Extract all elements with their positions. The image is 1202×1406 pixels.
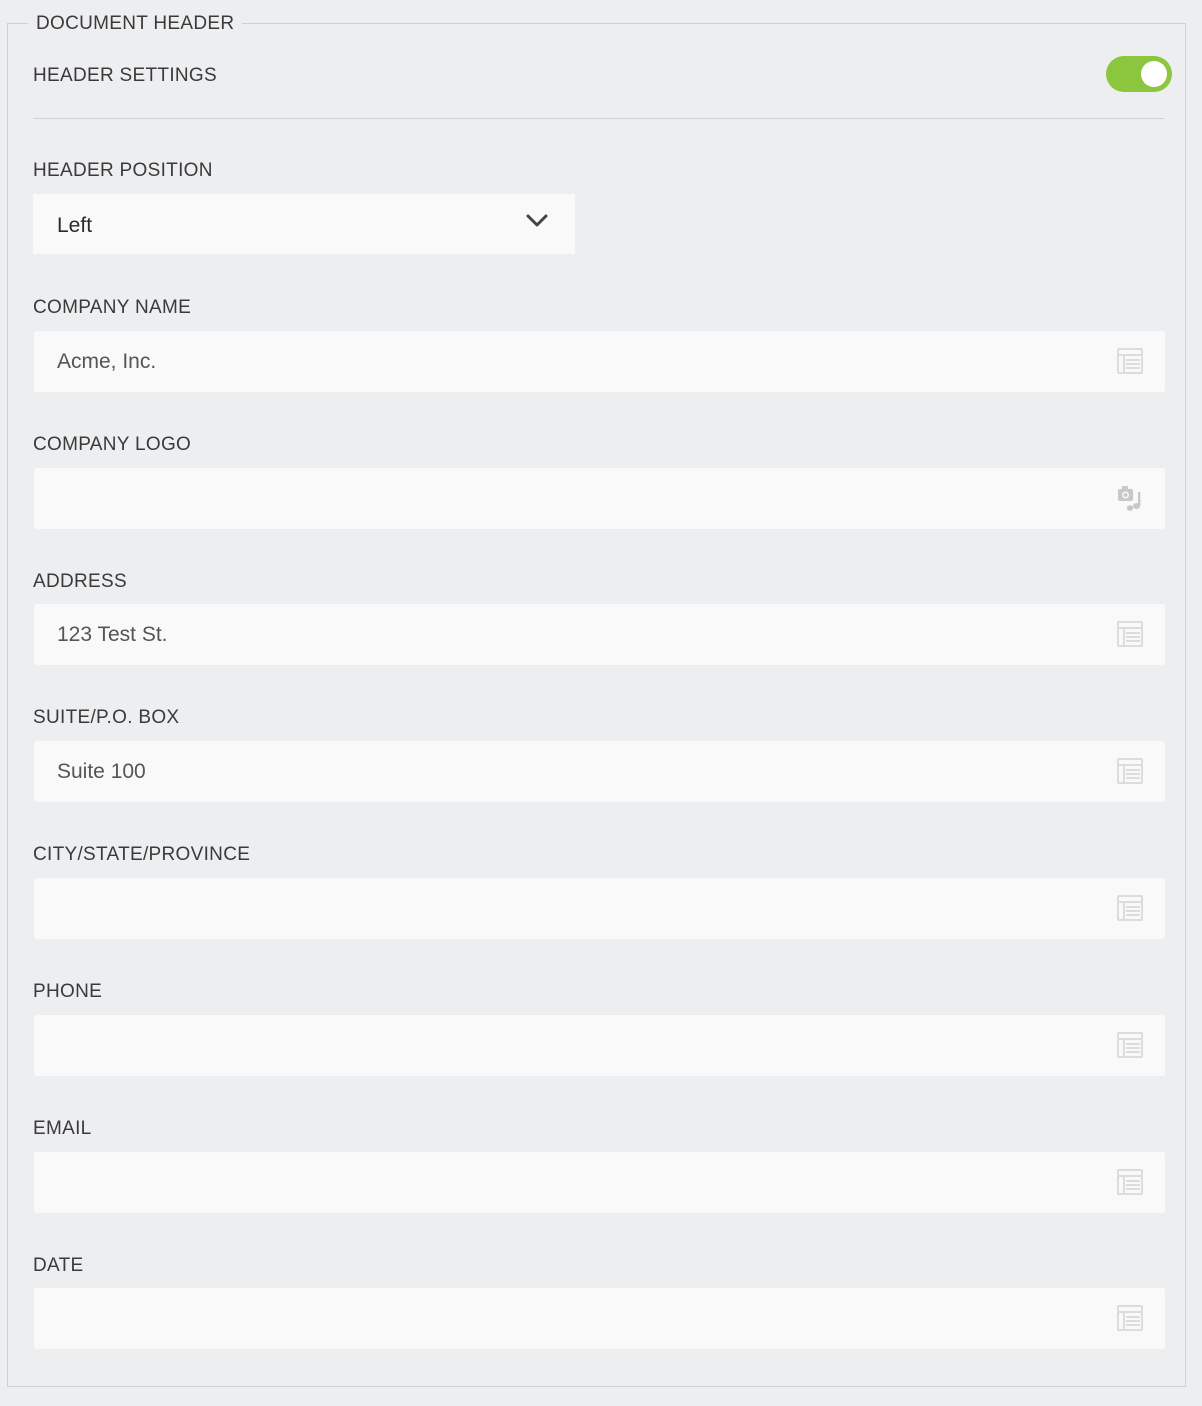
fieldset-legend: DOCUMENT HEADER <box>28 12 242 36</box>
list-icon[interactable] <box>1116 1168 1144 1196</box>
header-position-label: HEADER POSITION <box>33 160 213 181</box>
company-logo-label: COMPANY LOGO <box>33 434 192 455</box>
city-state-province-input[interactable] <box>34 878 1165 939</box>
suite-po-box-input[interactable] <box>34 741 1165 802</box>
list-icon[interactable] <box>1116 894 1144 922</box>
header-position-select[interactable] <box>33 194 575 254</box>
list-icon[interactable] <box>1116 1031 1144 1059</box>
divider <box>33 118 1164 119</box>
email-input[interactable] <box>34 1152 1165 1213</box>
phone-input[interactable] <box>34 1015 1165 1076</box>
header-settings-toggle[interactable] <box>1106 56 1172 92</box>
phone-label: PHONE <box>33 981 103 1002</box>
list-icon[interactable] <box>1116 347 1144 375</box>
list-icon[interactable] <box>1116 1304 1144 1332</box>
date-input[interactable] <box>34 1288 1165 1349</box>
chevron-down-icon <box>526 214 548 228</box>
address-input[interactable] <box>34 604 1165 665</box>
address-value: 123 Test St. <box>57 623 168 646</box>
company-logo-input[interactable] <box>34 468 1165 529</box>
email-label: EMAIL <box>33 1118 92 1139</box>
document-header-fieldset <box>7 13 1186 1387</box>
city-state-province-label: CITY/STATE/PROVINCE <box>33 844 251 865</box>
header-settings-label: HEADER SETTINGS <box>33 65 217 86</box>
company-name-input[interactable] <box>34 331 1165 392</box>
toggle-knob <box>1141 61 1167 87</box>
media-icon[interactable] <box>1116 484 1144 512</box>
list-icon[interactable] <box>1116 757 1144 785</box>
company-name-value: Acme, Inc. <box>57 350 157 373</box>
address-label: ADDRESS <box>33 571 127 592</box>
header-position-value: Left <box>57 214 93 237</box>
company-name-label: COMPANY NAME <box>33 297 192 318</box>
suite-po-box-value: Suite 100 <box>57 760 146 783</box>
date-label: DATE <box>33 1255 84 1276</box>
suite-po-box-label: SUITE/P.O. BOX <box>33 707 180 728</box>
list-icon[interactable] <box>1116 620 1144 648</box>
